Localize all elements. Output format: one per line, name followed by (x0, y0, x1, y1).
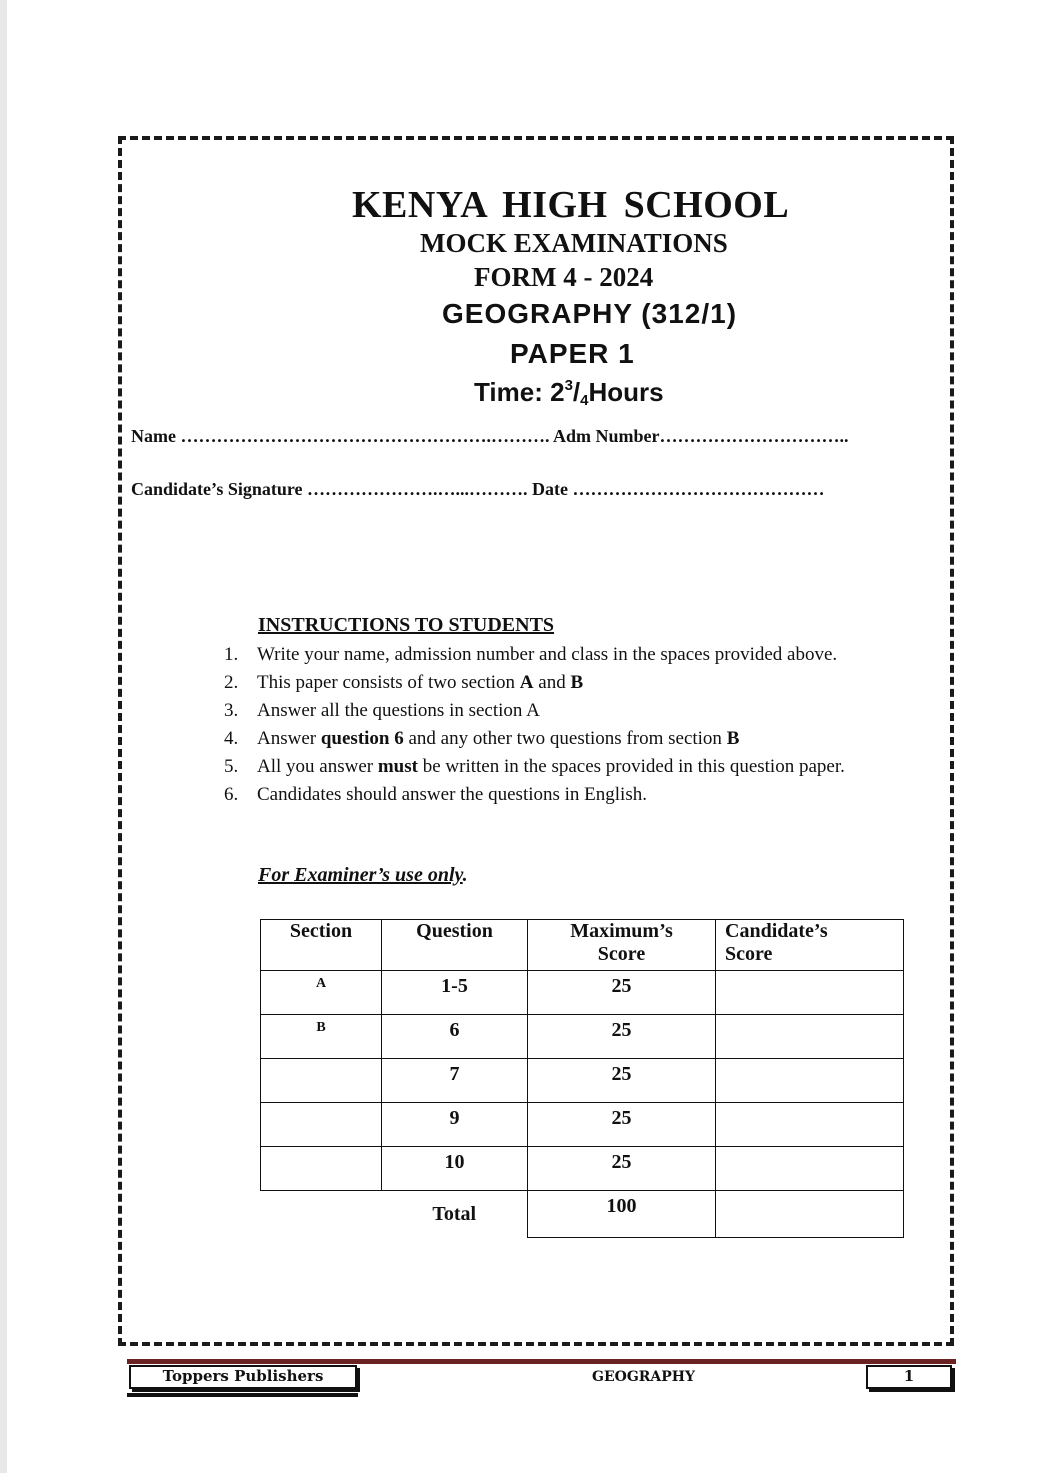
header-section: Section (261, 920, 382, 971)
exam-title: MOCK EXAMINATIONS (420, 228, 728, 258)
table-row (261, 1147, 904, 1191)
question-cell: 6 (382, 1015, 528, 1059)
total-candidate-cell[interactable] (716, 1191, 904, 1238)
table-header-row (261, 920, 904, 971)
section-cell (261, 1103, 382, 1147)
instruction-item: 2. This paper consists of two section A and B (224, 672, 584, 693)
table-row (261, 1015, 904, 1059)
header-max-score: Maximum’s Score (528, 920, 716, 971)
question-cell: 1-5 (382, 971, 528, 1015)
form-year: FORM 4 - 2024 (474, 262, 654, 292)
question-cell: 9 (382, 1103, 528, 1147)
table-row (261, 971, 904, 1015)
table-row (261, 1103, 904, 1147)
candidate-score-cell[interactable] (716, 1103, 904, 1147)
section-cell: A (261, 971, 382, 1015)
instruction-item: 3. Answer all the questions in section A (224, 700, 540, 721)
header-question: Question (382, 920, 528, 971)
footer-publisher-underline (127, 1393, 358, 1397)
question-cell: 10 (382, 1147, 528, 1191)
candidate-score-cell[interactable] (716, 1059, 904, 1103)
name-adm-field[interactable]: Name …………………………………………….………. Adm Number………………………….. (131, 426, 849, 446)
section-cell (261, 1059, 382, 1103)
school-name: KENYA HIGH SCHOOL (352, 184, 790, 226)
examiner-use-label: For Examiner’s use only. (258, 864, 468, 886)
subject-title: GEOGRAPHY (312/1) (442, 298, 738, 329)
footer-subject: GEOGRAPHY (592, 1369, 696, 1385)
max-score-cell: 25 (528, 1103, 716, 1147)
max-score-cell: 25 (528, 1059, 716, 1103)
section-cell: B (261, 1015, 382, 1059)
footer-rule (127, 1359, 956, 1364)
candidate-score-cell[interactable] (716, 1015, 904, 1059)
total-max-cell: 100 (528, 1191, 716, 1238)
empty-cell (261, 1191, 382, 1238)
footer-page-number: 1 (866, 1365, 952, 1389)
signature-date-field[interactable]: Candidate’s Signature ………………….…...………. Date …………………………………… (131, 479, 825, 499)
header-candidate-score: Candidate’s Score (716, 920, 904, 971)
max-score-cell: 25 (528, 971, 716, 1015)
page-edge (0, 0, 7, 1473)
question-cell: 7 (382, 1059, 528, 1103)
candidate-score-cell[interactable] (716, 1147, 904, 1191)
max-score-cell: 25 (528, 1147, 716, 1191)
total-label: Total (432, 1203, 477, 1225)
instructions-list (224, 641, 845, 809)
table-row (261, 1059, 904, 1103)
instructions-heading: INSTRUCTIONS TO STUDENTS (258, 614, 555, 636)
paper-number: PAPER 1 (510, 338, 635, 369)
exam-duration: Time: $2^3/_4Hours$ (474, 377, 664, 409)
table-total-row (261, 1191, 904, 1238)
footer-publisher: Toppers Publishers (129, 1365, 357, 1389)
candidate-score-cell[interactable] (716, 971, 904, 1015)
instruction-item: 1. Write your name, admission number and class in the spaces provided above. (224, 644, 838, 665)
instruction-item: 6. Candidates should answer the questions in English. (224, 784, 647, 805)
section-cell (261, 1147, 382, 1191)
instruction-item: 5. All you answer must be written in the spaces provided in this question paper. (224, 756, 845, 777)
instruction-item: 4. Answer question 6 and any other two questions from section B (224, 728, 740, 749)
max-score-cell: 25 (528, 1015, 716, 1059)
score-table (260, 919, 904, 1238)
